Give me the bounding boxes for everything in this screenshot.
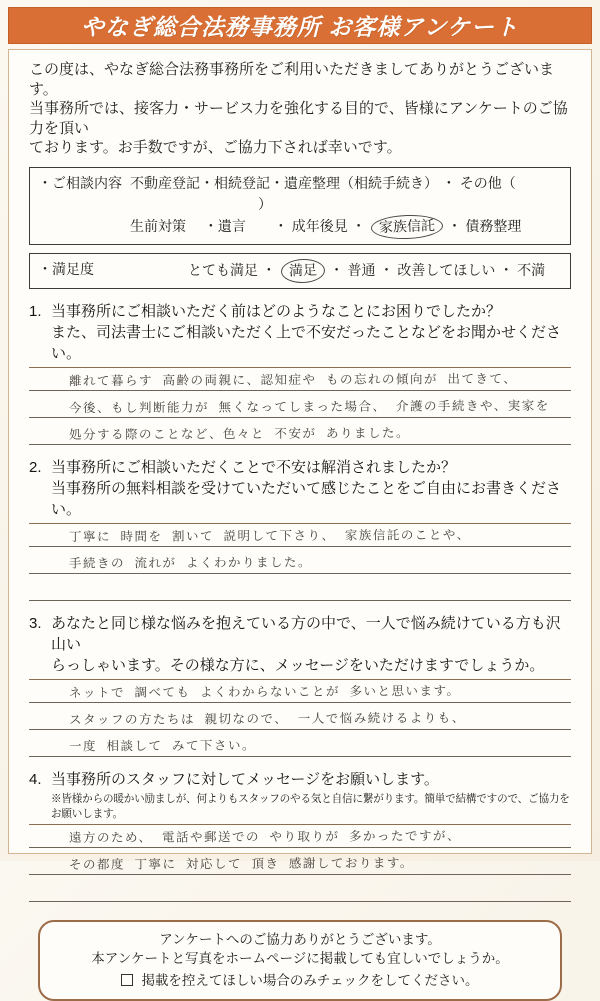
question-1-line-1: 当事務所にご相談いただく前はどのようなことにお困りでしたか？ <box>51 302 502 320</box>
family-trust-label: 家族信託 <box>378 216 435 235</box>
consultation-options-row2-after: ・ 債務整理 <box>443 217 522 234</box>
satisfaction-options <box>188 259 545 283</box>
header-bar <box>8 7 592 44</box>
answer-line <box>29 730 571 757</box>
answer-line <box>29 391 571 418</box>
handwritten-answer: 離れて暮らす 高齢の両親に、認知症や もの忘れの傾向が 出てきて、 <box>68 370 518 388</box>
question-1-head <box>29 301 571 364</box>
consultation-box <box>29 167 571 245</box>
question-3-head <box>29 613 571 676</box>
answer-line <box>29 418 571 445</box>
handwritten-answer: 今後、もし判断能力が 無くなってしまった場合、 介護の手続きや、実家を <box>68 397 550 415</box>
question-4-head <box>29 769 571 790</box>
handwritten-answer: 一度 相談して みて下さい。 <box>68 737 256 753</box>
satisfaction-box <box>29 253 571 289</box>
content-frame <box>8 49 592 988</box>
answer-line <box>29 875 571 902</box>
question-2-answer-area <box>29 523 571 601</box>
answer-line <box>29 574 571 601</box>
circled-option-satisfied <box>280 258 325 284</box>
publication-optout-checkbox[interactable] <box>121 974 133 986</box>
question-1-text <box>51 301 571 364</box>
page-title: やなぎ総合法務事務所 お客様アンケート <box>80 14 519 40</box>
answer-line <box>29 524 571 547</box>
question-2-number: 2. <box>29 458 42 476</box>
question-4-text <box>51 769 439 790</box>
handwritten-answer: スタッフの方たちは 親切なので、 一人で悩み続けるよりも、 <box>68 709 466 727</box>
question-4-answer-area <box>29 824 571 902</box>
intro-line-1: この度は、やなぎ総合法務事務所をご利用いただきましてありがとうございます。 <box>29 61 555 98</box>
question-2-head <box>29 457 571 520</box>
consultation-row1-close: ） <box>258 195 272 212</box>
question-2-line-1: 当事務所にご相談いただくことで不安は解消されましたか？ <box>51 458 457 476</box>
consultation-options-row2-before: 生前対策 ・遺言 ・ 成年後見 ・ <box>130 217 370 234</box>
intro-text <box>29 60 571 158</box>
question-2 <box>29 457 571 601</box>
intro-line-2: 当事務所では、接客力・サービス力を強化する目的で、皆様にアンケートのご協力を頂い <box>29 100 568 137</box>
consultation-row-1 <box>38 173 562 215</box>
handwritten-answer: その都度 丁寧に 対応して 頂き 感謝しております。 <box>68 854 414 872</box>
thanks-box <box>38 920 562 1001</box>
consultation-label: ・ご相談内容 <box>38 174 122 191</box>
consultation-row-2 <box>130 215 562 239</box>
consultation-row1-text: 不動産登記・相続登記・遺産整理（相続手続き） ・ その他（ <box>130 174 516 191</box>
circled-option-family-trust <box>370 213 443 239</box>
question-1-number: 1. <box>29 302 42 320</box>
handwritten-answer: 手続きの 流れが よくわかりました。 <box>68 553 312 571</box>
handwritten-answer: 処分する際のことなど、色々と 不安が ありました。 <box>68 424 410 442</box>
publication-optout-label: 掲載を控えてほしい場合のみチェックをしてください。 <box>141 972 479 988</box>
question-1-line-2: また、司法書士にご相談いただく上で不安だったことなどをお聞かせください。 <box>51 323 562 362</box>
answer-line <box>29 703 571 730</box>
answer-line <box>29 825 571 848</box>
question-3-text <box>51 613 571 676</box>
question-3-number: 3. <box>29 614 42 632</box>
question-4-note: ※皆様からの暖かい励ましが、何よりもスタッフのやる気と自信に繋がります。簡単で結構ですので、ご協力をお願いします。 <box>51 792 570 820</box>
question-4-number: 4. <box>29 770 42 788</box>
question-1-answer-area <box>29 367 571 445</box>
answer-line <box>29 368 571 391</box>
satisfied-label: 満足 <box>288 261 318 278</box>
satisfaction-options-after: ・ 普通 ・ 改善してほしい ・ 不満 <box>325 261 546 278</box>
question-4 <box>29 769 571 902</box>
publication-optout-row <box>50 971 550 990</box>
question-3-line-2: らっしゃいます。その様な方に、メッセージをいただけますでしょうか。 <box>51 656 545 674</box>
handwritten-answer: ネットで 調べても よくわからないことが 多いと思います。 <box>68 682 461 700</box>
question-3 <box>29 613 571 757</box>
question-2-text <box>51 457 571 520</box>
question-4-line-1: 当事務所のスタッフに対してメッセージをお願いします。 <box>51 770 439 788</box>
consultation-options-row1 <box>130 173 562 215</box>
question-1 <box>29 301 571 445</box>
satisfaction-options-before: とても満足 ・ <box>188 261 280 278</box>
question-2-line-2: 当事務所の無料相談を受けていただいて感じたことをご自由にお書きください。 <box>51 479 562 518</box>
thanks-line-1: アンケートへのご協力ありがとうございます。 <box>159 931 441 947</box>
handwritten-answer: 丁寧に 時間を 割いて 説明して下さり、 家族信託のことや、 <box>68 526 471 544</box>
intro-line-3: ております。お手数ですが、ご協力下されば幸いです。 <box>29 139 402 156</box>
question-3-answer-area <box>29 679 571 757</box>
answer-line <box>29 547 571 574</box>
answer-line <box>29 848 571 875</box>
satisfaction-label: ・満足度 <box>38 260 94 277</box>
question-3-line-1: あなたと同じ様な悩みを抱えている方の中で、一人で悩み続けている方も沢山い <box>51 614 561 653</box>
thanks-line-2: 本アンケートと写真をホームページに掲載しても宜しいでしょうか。 <box>91 950 509 966</box>
handwritten-answer: 遠方のため、 電話や郵送での やり取りが 多かったですが、 <box>68 827 461 845</box>
answer-line <box>29 680 571 703</box>
